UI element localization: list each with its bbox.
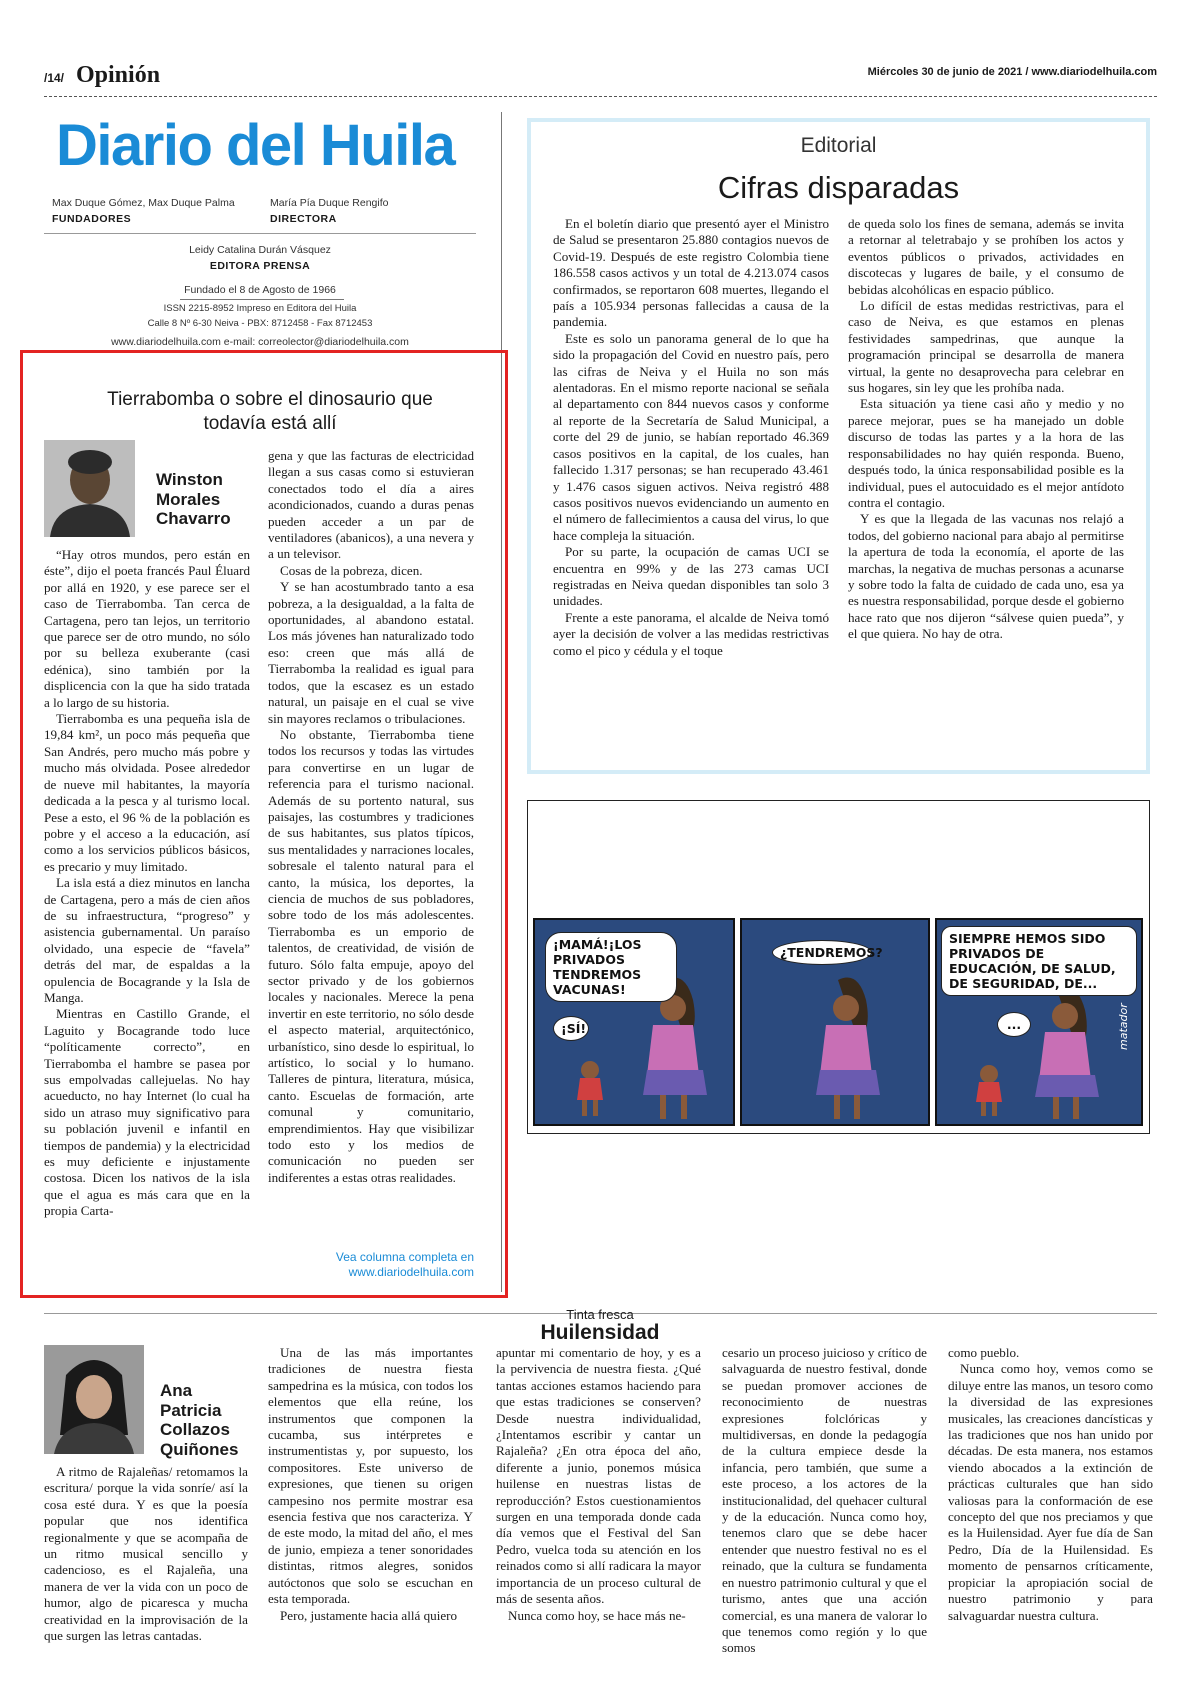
paragraph: “Hay otros mundos, pero están en éste”, dijo el poeta francés Paul Éluard por allá en 1920, y ese parece ser el caso de Tierrabomba. Tan cerca de Cartagena, pero tan lejos, un territorio que parece ser de otro mundo, no sólo por su belleza exuberante (casi edénica), sino también por la displicencia con la que ha sido tratada a lo largo de su historia. — [44, 547, 250, 710]
cartoonist-signature: matador — [1117, 1003, 1130, 1050]
paragraph: No obstante, Tierrabomba tiene todos los recursos y todas las virtudes para convertirse en un lugar de referencia para el turismo nacional. Además de su portento natural, sus paisajes, las costumbres y tradiciones de sus habitantes, sus platos típicos, sus mentalidades y narraciones locales, sobresale el talento natural para el canto, la música, los deportes, la ciencia de muchos de sus pobladores, sobre todo de los más adolescentes. Tierrabomba es un emporio de talentos, de creatividad, de visión de futuro. Sólo falta empuje, apoyo del sector privado y de los gobiernos locales y nacionales. Merece la pena invertir en este territorio, no sólo desde el aspecto material, arquitectónico, urbanístico, sino desde lo espiritual, lo artístico, lo social y lo humano. Talleres de pintura, literatura, música, canto. Escuelas de formación, arte comunal y comunitario, emprendimientos. Hay que visibilizar todo esto y los medios de comunicación no pueden ser indiferentes a estas otras realidades. — [268, 726, 474, 1185]
bottom-col-2 — [268, 1345, 473, 1624]
paragraph: gena y que las facturas de electricidad llegan a sus casas como si estuvieran conectados todo el día a aires acondicionados, cuando a duras penas pueden acceder a un par de ventiladores (abanicos), a una nevera y a un televisor. — [268, 448, 474, 562]
column-col-2 — [268, 448, 474, 1186]
paragraph: En el boletín diario que presentó ayer el Ministro de Salud se presentaron 25.880 contagios nuevos de Covid-19. Después de este registro Colombia tiene 186.558 casos activos y un total de 4.213.074 casos confirmados, se reportaron 608 muertes, llegando el país a 105.934 personas fallecidas a causa de la pandemia. — [553, 216, 829, 330]
editorial-col-2 — [848, 216, 1124, 643]
author-name-line: Quiñones — [160, 1439, 239, 1459]
paragraph: A ritmo de Rajaleñas/ retomamos la escritura/ porque la vida sonríe/ así la cosa esté dura. Y es que la poesía popular que nos identifica regionalmente y que se acompaña de un ritmo musical sencillo y cadencioso, es el Rajaleña, una manera de ver la vida con un poco de humor, algo de picaresca y mucha creatividad en la improvisación de la que surgen las letras cantadas. — [44, 1464, 248, 1644]
author-photo — [44, 1345, 144, 1454]
founded-underline — [180, 299, 344, 300]
cartoon-panel-1 — [533, 918, 735, 1126]
paragraph: de queda solo los fines de semana, además se invita a retornar al teletrabajo y se prohíben los actos y eventos públicos o privados, actividades en discotecas y lugares de baile, y el consumo de bebidas alcohólicas en espacio público. — [848, 216, 1124, 297]
column-title-line: Tierrabomba o sobre el dinosaurio que — [107, 389, 433, 410]
speech-bubble: ¡SÍ! — [553, 1016, 589, 1041]
address: Calle 8 Nº 6-30 Neiva - PBX: 8712458 - Fax 8712453 — [147, 318, 373, 329]
editorial-title: Cifras disparadas — [717, 170, 960, 205]
speech-bubble: ... — [997, 1012, 1031, 1037]
bottom-col-1 — [44, 1464, 248, 1644]
author-name-line: Patricia — [160, 1400, 222, 1420]
paragraph: Tierrabomba es una pequeña isla de 19,84 km², un poco más pequeña que San Andrés, pero mucho más pobre y mucho más olvidada. Posee alrededor de nueve mil habitantes, la mayoría dedicada a la pesca y al turismo local. Pese a esto, el 96 % de la población es pobre y el acceso a la educación, así como a los servicios públicos básicos, es precario y muy limitado. — [44, 711, 250, 874]
issn: ISSN 2215-8952 Impreso en Editora del Huila — [163, 303, 357, 314]
bottom-col-4 — [722, 1345, 927, 1657]
portrait-icon — [44, 440, 135, 537]
date-website: Miércoles 30 de junio de 2021 / www.diariodelhuila.com — [867, 66, 1157, 78]
masthead-logo: Diario del Huila — [56, 113, 455, 178]
editorial-col-1 — [553, 216, 829, 659]
paragraph: Nunca como hoy, vemos como se diluye entre las manos, un tesoro como la diversidad de las expresiones musicales, las creaciones dancísticas y las tradiciones que nos han unido por décadas. De esta manera, nos estamos viendo abocados a la extinción de prácticas culturales que han sido valiosas para la conformación de ese concepto del que nos preciamos y que es la Huilensidad. Ayer fue día de San Pedro, Día de la Huilensidad. Es momento de pensarnos críticamente, propiciar la apropiación social de nuestro patrimonio y para salvaguardar nuestra cultura. — [948, 1361, 1153, 1623]
column-title-line: todavía está allí — [203, 413, 337, 434]
header-rule — [44, 96, 1157, 97]
cartoon-panel-2 — [740, 918, 930, 1126]
paragraph: Nunca como hoy, se hace más ne- — [508, 1607, 686, 1623]
bottom-kicker: Tinta fresca — [566, 1307, 634, 1322]
author-name-line: Collazos — [160, 1420, 230, 1439]
paragraph: Este es solo un panorama general de lo que ha sido la propagación del Covid en nuestro país, pero las cifras de Neiva y el Huila no son más alentadoras. En el mismo reporte nacional se señala al departamento con 844 nuevos casos y conforme al reporte de la Secretaría de Salud Municipal, a corte del 29 de junio, se habían reportado 46.369 casos positivos en la capital, de los cuales, han fallecido 1.317 personas; se han recuperado 43.461 y 1.476 casos siguen activos. Neiva registró 488 casos positivos nuevos evidenciando un aumento en el número de fallecimientos a causa del virus, lo que hace compleja la situación. — [553, 330, 829, 543]
editor-name: Leidy Catalina Durán Vásquez — [189, 244, 331, 256]
editor-label: EDITORA PRENSA — [209, 260, 311, 272]
speech-bubble: ¿TENDREMOS? — [772, 940, 872, 965]
paragraph: Por su parte, la ocupación de camas UCI se encuentra en 99% y de las 273 camas UCI registradas en Neiva quedan disponibles tan solo 3 unidades. — [553, 544, 829, 609]
paragraph: La isla está a diez minutos en lancha de Cartagena, pero a más de cien años de su infraestructura, “progreso” y asistencia gubernamental. Un paraíso olvidado, una especie de “favela” detrás del mar, de espaldas a la opulencia de Bocagrande y la Isla de Manga. — [44, 875, 250, 1005]
author-name-line: Morales — [156, 489, 221, 509]
paragraph: Pero, justamente hacia allá quiero — [280, 1607, 458, 1623]
founded-date: Fundado el 8 de Agosto de 1966 — [184, 284, 336, 296]
paragraph: Mientras en Castillo Grande, el Laguito y Bocagrande todo luce “políticamente correcto”, en Tierrabomba el hambre se pasea por sus empolvadas callejuelas. No hay acueducto, no hay Internet (lo cual ha sido un atraso muy significativo para su población juvenil e infantil en tiempos de pandemia) y la electricidad es muy deficiente e injustamente costosa. Dicen los nativos de la isla que el agua es más cara que en la propia Carta- — [44, 1006, 250, 1219]
web-email: www.diariodelhuila.com e-mail: correolector@diariodelhuila.com — [111, 336, 409, 348]
portrait-icon — [44, 1345, 144, 1454]
speech-bubble: ¡MAMÁ!¡LOS PRIVADOS TENDREMOS VACUNAS! — [545, 932, 677, 1002]
paragraph: Y se han acostumbrado tanto a esa pobreza, a la desigualdad, a la falta de oportunidades, al abandono estatal. Los más jóvenes han naturalizado todo eso: creen que más allá de Tierrabomba la realidad es igual para todos, que la escasez es un estado natural, un paisaje en el cual se vive sin mayores reclamos o tribulaciones. — [268, 579, 474, 726]
read-more-label: Vea columna completa en — [335, 1250, 474, 1264]
founders-label: FUNDADORES — [52, 213, 132, 225]
column-title — [60, 388, 480, 436]
masthead-rule — [44, 233, 476, 234]
section-title: Opinión — [76, 62, 161, 88]
bottom-col-5 — [948, 1345, 1153, 1624]
paragraph: cesario un proceso juicioso y crítico de salvaguarda de nuestro festival, donde se puedan promover acciones de reconocimiento de nuestras expresiones folclóricas y multidiversas, en donde la pedagogía de la cultura empiece desde la infancia, pero también, que sume a este proceso, a los actores de la institucionalidad, del quehacer cultural y de la educación. Nunca como hoy, tenemos claro que se debe hacer entender que nuestro festival no es el reinado, que la cultura se fundamenta en nuestro patrimonio cultural y que el turismo, antes que una acción comercial, es una manera de valorar lo que tenemos como región y lo que somos — [722, 1345, 927, 1656]
paragraph: Lo difícil de estas medidas restrictivas, para el caso de Neiva, es que estamos en plenas festividades sampedrinas, que aunque la programación principal se desarrolla de manera virtual, la gente no desaprovecha para celebrar en sus hogares, sin ley que les prohíba nada. — [848, 298, 1124, 396]
speech-bubble: SIEMPRE HEMOS SIDO PRIVADOS DE EDUCACIÓN, DE SALUD, DE SEGURIDAD, DE... — [941, 926, 1137, 996]
paragraph: apuntar mi comentario de hoy, y es a la pervivencia de nuestra fiesta. ¿Qué tantas acciones estamos haciendo para que estas tradiciones se conserven? Desde nuestra individualidad, ¿Intentamos escribir y cantar un Rajaleña? ¿En otra época del año, diferente a junio, ponemos música huilense en nuestras listas de reproducción? Estos cuestionamientos surgen en una temporada donde cada día vemos que el Festival del San Pedro, vuelca toda su atención en los reinados como si allí radicara la mayor importancia de un proceso cultural de más de sesenta años. — [496, 1345, 701, 1607]
column-col-1 — [44, 547, 250, 1220]
paragraph: Esta situación ya tiene casi año y medio y no parece mejorar, pues se ha manejado un doble discurso de todas las partes y a la hora de las responsabilidades no hay quién responda. Bueno, después todo, la única responsabilidad posible es la individual, pues el autocuidado es el mejor antídoto contra el contagio. — [848, 396, 1124, 510]
founders-names: Max Duque Gómez, Max Duque Palma — [52, 197, 235, 209]
paragraph: Frente a este panorama, el alcalde de Neiva tomó ayer la decisión de volver a las medidas restrictivas como el pico y cédula y el toque — [553, 609, 829, 658]
author-photo — [44, 440, 135, 537]
director-label: DIRECTORA — [270, 213, 337, 225]
author-name-line: Ana — [160, 1381, 193, 1400]
author-name — [156, 470, 231, 529]
paragraph: como pueblo. — [948, 1345, 1020, 1360]
editorial-kicker: Editorial — [800, 134, 877, 157]
cartoon-panel-3 — [935, 918, 1143, 1126]
author-name-line: Chavarro — [156, 509, 231, 528]
paragraph: Una de las más importantes tradiciones de nuestra fiesta sampedrina es la música, con todos los elementos que ella reúne, los instrumentos que componen la cucamba, sus intérpretes e instrumentistas y, por supuesto, los compositores. Este universo de expresiones, que tienen su origen campesino nos permite mostrar esa esencia festiva que nos caracteriza. Y de este modo, la mitad del año, el mes de junio, empieza a tener sonoridades distintas, ritmos alegres, sonidos autóctonos que solo se escuchan en esta temporada. — [268, 1345, 473, 1607]
read-more[interactable] — [268, 1250, 474, 1280]
paragraph: Y es que la llegada de las vacunas nos relajó a todos, del gobierno nacional para abajo al permitirse la apertura de toda la economía, el aporte de las marchas, la negativa de muchas personas a acunarse y sobre todo la falta de cuidado de cada uno, esa ya es nuestra responsabilidad, porque desde el gobierno hace rato que nos dijeron “sálvese quien pueda”, y el que quiera. No hay de otra. — [848, 511, 1124, 642]
paragraph: Cosas de la pobreza, dicen. — [280, 562, 423, 578]
page-number: /14/ — [44, 71, 65, 85]
author-name — [160, 1381, 238, 1459]
director-name: María Pía Duque Rengifo — [270, 197, 389, 209]
author-name-line: Winston — [156, 470, 223, 489]
read-more-link[interactable]: www.diariodelhuila.com — [348, 1265, 474, 1279]
bottom-col-3 — [496, 1345, 701, 1624]
bottom-title: Huilensidad — [540, 1321, 660, 1344]
